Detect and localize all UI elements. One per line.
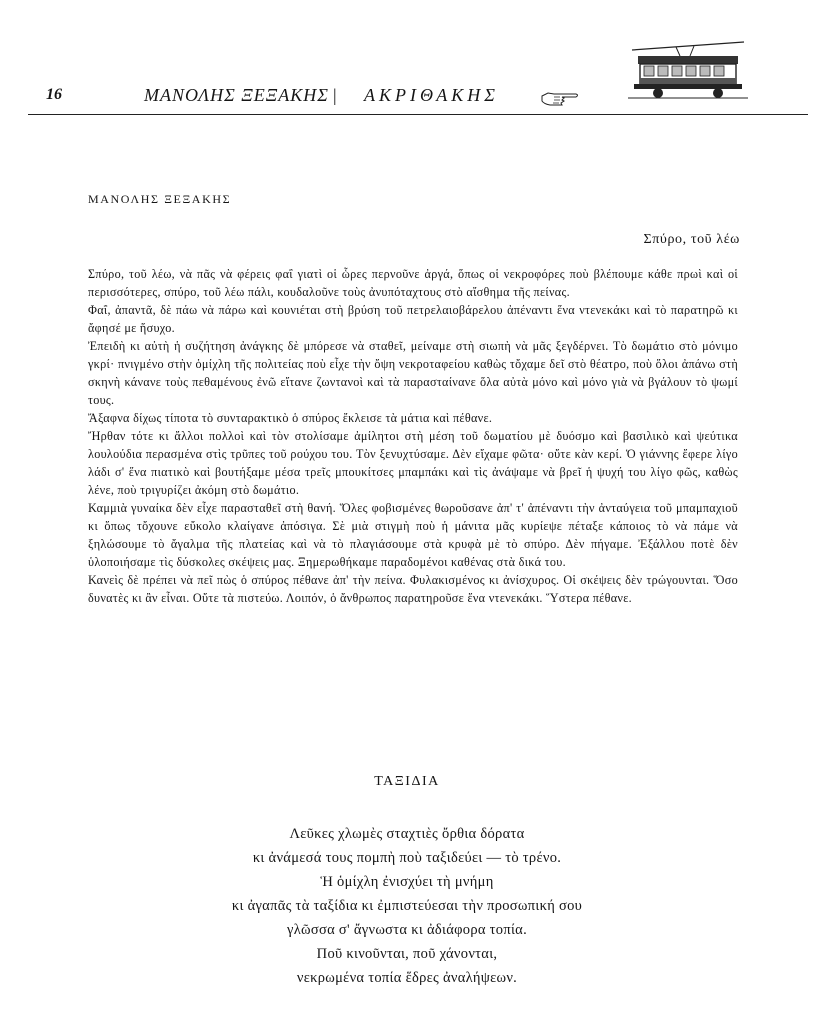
pointing-hand-icon: [540, 88, 580, 108]
running-subtitle: ΑΚΡΙΘΑΚΗΣ: [364, 85, 499, 105]
author-name: ΜΑΝΟΛΗΣ ΞΕΞΑΚΗΣ: [88, 192, 232, 206]
paragraph: Κανεὶς δὲ πρέπει νὰ πεῖ πὼς ὁ σπύρος πέθανε ἀπ' τὴν πείνα. Φυλακισμένος κι ἀνίσχυρος. Οἱ σκέψεις δὲν τρώγουνται. Ὅσο δυνατὲς κι ἂν εἶναι. Οὔτε τὰ πιστεύω. Λοιπόν, ὁ ἄνθρωπος παρατηροῦσε ἕνα ντενεκάκι. Ὕστερα πέθανε.: [88, 573, 738, 605]
paragraph: Ἄξαφνα δίχως τίποτα τὸ συνταρακτικὸ ὁ σπύρος ἔκλεισε τὰ μάτια καὶ πέθανε.: [88, 411, 493, 425]
page-number: 16: [46, 86, 62, 103]
running-title: ΜΑΝΟΛΗΣ ΞΕΞΑΚΗΣ: [144, 85, 329, 105]
header-separator: |: [332, 85, 337, 105]
paragraph: Ἤρθαν τότε κι ἄλλοι πολλοὶ καὶ τὸν στολίσαμε ἀμίλητοι στὴ μέση τοῦ δωματίου μὲ δυόσμο καὶ βασιλικὸ καὶ ψεύτικα λουλούδια περασμένα στὶς τρῦπες τοῦ ρούχου του. Τὸν ξενυχτύσαμε. Δὲν εἴχαμε φῶτα· οὔτε κὰν κερί. Ὁ γιάννης ἔφερε λίγο λάδι σ' ἕνα πιατικὸ καὶ βουτήξαμε μέσα τρεῖς μπουκίτσες μπαμπάκι καὶ τὶς ἀνάψαμε νὰ βρεῖ ἡ ψυχή του λίγο φῶς, καθὼς λένε, ποὺ τριγυρίζει ἀκόμη στὸ δωμάτιο.: [88, 429, 738, 497]
paragraph: Σπύρο, τοῦ λέω, νὰ πᾶς νὰ φέρεις φαΐ γιατὶ οἱ ὧρες περνοῦνε ἀργά, ὅπως οἱ νεκροφόρες ποὺ βλέπουμε κάθε πρωὶ καὶ οἱ περισσότερες, σπύρο, τοῦ λέω πάλι, κουδαλοῦνε τοὺς ἀνυπόταχτους στὸ αἴσθημα τῆς πείνας.: [88, 267, 738, 299]
poem-line: Ποῦ κινοῦνται, ποῦ χάνονται,: [316, 946, 498, 962]
poem-line: γλῶσσα σ' ἄγνωστα κι ἀδιάφορα τοπία.: [286, 922, 528, 938]
prose-text: [88, 265, 738, 607]
poem-line: κι ἀγαπᾶς τὰ ταξίδια κι ἐμπιστεύεσαι τὴν προσωπική σου: [231, 898, 583, 914]
poem-line: κι ἀνάμεσά τους πομπὴ ποὺ ταξιδεύει — τὸ τρένο.: [252, 850, 562, 866]
dedication: Σπύρο, τοῦ λέω: [643, 232, 740, 247]
poem-body: [0, 822, 814, 990]
poem-line: Λεῦκες χλωμὲς σταχτιὲς ὄρθια δόρατα: [289, 826, 525, 842]
poem-line: νεκρωμένα τοπία ἕδρες ἀναλήψεων.: [296, 970, 518, 986]
header-rule: [28, 114, 808, 115]
page-header: [28, 38, 808, 118]
paragraph: Καμμιὰ γυναίκα δὲν εἶχε παρασταθεῖ στὴ θανή. Ὅλες φοβισμένες θωροῦσανε ἀπ' τ' ἀπέναντι τὴν ἀνταύγεια τοῦ μπαμπαχιοῦ κι ὅπως τὄχουνε εὔκολο κλαίγανε ἀπόσιγα. Σὲ μιὰ στιγμὴ ποὺ ἡ μάνιτα μᾶς κυρίεψε πέταξε κάποιος τὸ νὰ πάμε νὰ ξηλώσουμε τὸ ἄγαλμα τῆς πλατείας καὶ νὰ τὸ πλαγιάσουμε στὰ κρυφὰ μὲ τὸ σπύρο. Δὲν πήγαμε. Ἐξάλλου ποτὲ δὲν ὑλοποιήσαμε τὶς δύσκολες σκέψεις μας. Ξημερωθήκαμε παραδομένοι καθένας στὰ δικά του.: [88, 501, 738, 569]
poem-line: Ἡ ὁμίχλη ἐνισχύει τὴ μνήμη: [320, 874, 494, 890]
tram-car-icon: [628, 38, 748, 100]
paragraph: Ἐπειδὴ κι αὐτὴ ἡ συζήτηση ἀνάγκης δὲ μπόρεσε νὰ σταθεῖ, μείναμε στὴ σιωπὴ νὰ μᾶς ξεγδέρνει. Τὸ δωμάτιο στὸ μόνιμο γκρί· πνιγμένο στὴν ὁμίχλη τῆς πολιτείας ποὺ εἶχε τὴν ὄψη νεκροταφείου καθὼς τὄχαμε δεῖ στὸ θέατρο, ποὺ ὅλοι ἀπάνω στὴ σκηνὴ κάνανε τοὺς πεθαμένους ἐνῶ εἴτανε ζωντανοὶ καὶ τὰ παρασταίνανε ὅλα αὐτὰ μόνο καὶ μόνο γιὰ νὰ βγάλουν τὸ ψωμί τους.: [88, 339, 738, 407]
poem-title: ΤΑΞΙΔΙΑ: [374, 774, 440, 789]
paragraph: Φαΐ, ἀπαντᾶ, δὲ πάω νὰ πάρω καὶ κουνιέται στὴ βρύση τοῦ πετρελαιοβάρελου ἀπέναντι ἕνα ντενεκάκι καὶ τὸ παρατηρῶ κι ἄφησέ με ἥσυχο.: [88, 303, 738, 335]
